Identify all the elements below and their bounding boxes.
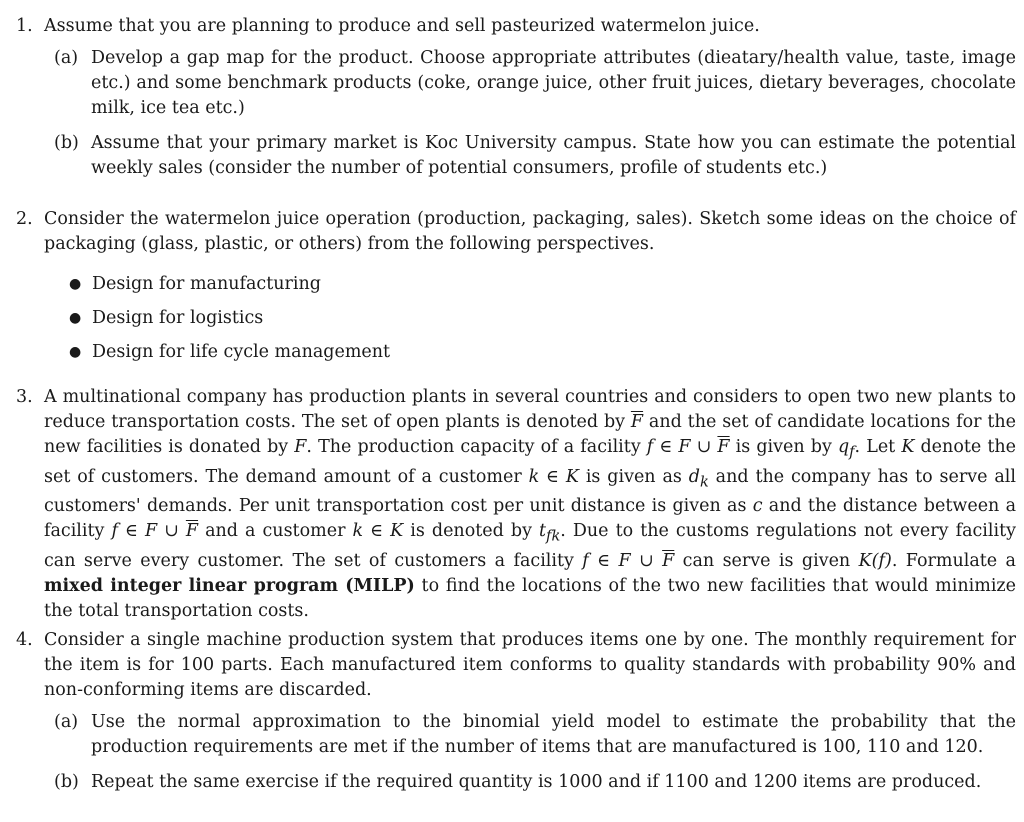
question-number: 4.: [16, 630, 33, 650]
bold-term: mixed integer linear program (MILP): [44, 575, 415, 596]
question-number: 1.: [16, 16, 33, 36]
subquestion-text: Assume that your primary market is Koc University campus. State how you can estimate the potential weekly sales (consider the number of potential consumers, profile of students etc.): [91, 133, 1016, 178]
math-fbar: $\overline{F}$: [630, 412, 644, 432]
subquestion-text: Develop a gap map for the product. Choose appropriate attributes (dieatary/health value, taste, image etc.) and some benchmark products (coke, orange juice, other fruit juices, dietary beverages, chocolate milk, ice tea etc.): [91, 48, 1016, 118]
question-text: Consider a single machine production system that produces items one by one. The monthly requirement for the item is for 100 parts. Each manufactured item conforms to quality standards with probability 90% and non-conforming items are discarded.: [44, 630, 1016, 700]
subquestion-label: (a): [54, 712, 79, 732]
question-number: 2.: [16, 209, 33, 229]
question-4: [16, 628, 1016, 805]
subquestion-label: (a): [54, 48, 79, 68]
bullet-icon: ●: [69, 276, 82, 292]
subquestion-label: (b): [54, 772, 79, 792]
question-text: Assume that you are planning to produce and sell pasteurized watermelon juice.: [44, 16, 760, 36]
question-number: 3.: [16, 387, 33, 407]
subquestion-text: Repeat the same exercise if the required quantity is 1000 and if 1100 and 1200 items are produced.: [91, 772, 982, 792]
subquestion-b: [54, 770, 1016, 795]
question-3: [16, 385, 1016, 624]
subquestion-a: [54, 710, 1016, 760]
math-F: F: [294, 437, 307, 457]
question-1: [16, 14, 1016, 191]
subquestion-text: Use the normal approximation to the binomial yield model to estimate the probability that the production requirements are met if the number of items that are manufactured is 100, 110 and 120.: [91, 712, 1016, 757]
bullet-item: ● Design for manufacturing: [69, 274, 321, 294]
subquestion-label: (b): [54, 133, 79, 153]
bullet-icon: ●: [69, 310, 82, 326]
subquestion-b: [54, 131, 1016, 181]
bullet-item: ● Design for logistics: [69, 308, 264, 328]
bullet-icon: ●: [69, 344, 82, 360]
subquestion-a: [54, 46, 1016, 121]
bullet-item: ● Design for life cycle management: [69, 342, 391, 362]
question-text: A multinational company has production plants in several countries and considers to open two new plants to reduce transportation costs. The set of open plants is denoted by $\overline{F}$ and the set of candidate locations for the new facilities is donated by F. The production capacity of a facility f ∈ F ∪ $\overline{F}$ is given by $q_f$. Let K denote the set of customers. The demand amount of a customer k ∈ K is given as $d_k$ and the company has to serve all customers' demands. Per unit transportation cost per unit distance is given as c and the distance between a facility f ∈ F ∪ $\overline{F}$ and a customer k ∈ K is denoted by $t_{fk}$. Due to the customs regulations not every facility can serve every customer. The set of customers a facility f ∈ F ∪ $\overline{F}$ can serve is given K(f). Formulate a mixed integer linear program (MILP) to find the locations of the two new facilities that would minimize the total transportation costs.: [44, 387, 1017, 621]
bullet-list: [69, 267, 1016, 369]
question-text: Consider the watermelon juice operation (production, packaging, sales). Sketch some ideas on the choice of packaging (glass, plastic, or others) from the following perspectives.: [44, 209, 1016, 254]
question-2: [16, 207, 1016, 369]
